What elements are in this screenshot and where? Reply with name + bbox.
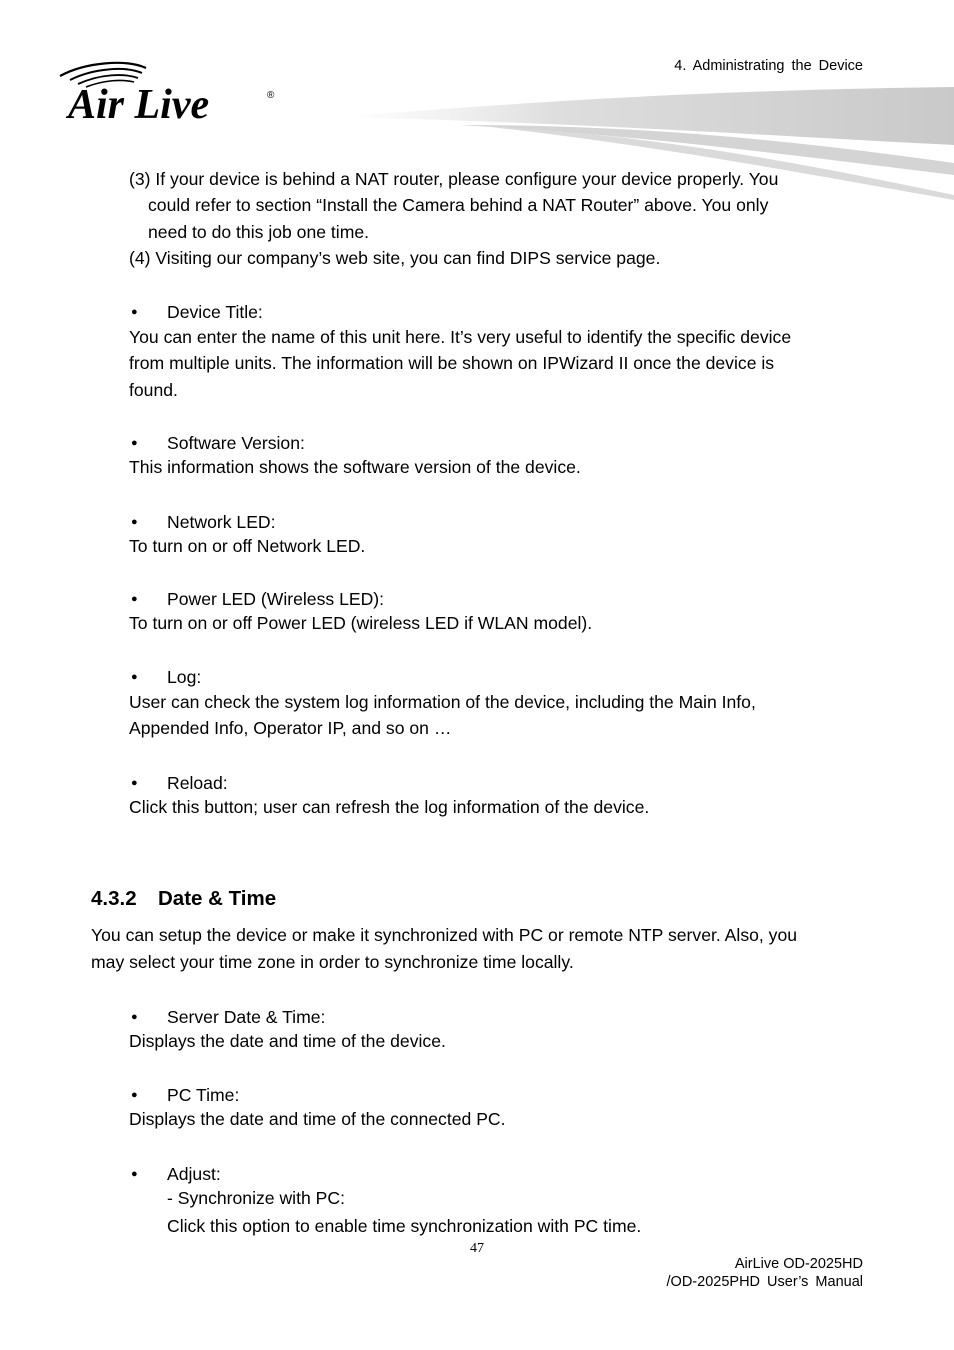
- bullet-title-device-title: Device Title:: [167, 302, 263, 322]
- bullet-icon: ●: [131, 1168, 138, 1180]
- bullet-icon: ●: [131, 1089, 138, 1101]
- bullet-body-line: Displays the date and time of the device.: [129, 1031, 446, 1051]
- section-heading: [91, 887, 276, 911]
- footer-product-line1: AirLive OD-2025HD: [734, 1256, 863, 1272]
- intro-item3-line3: need to do this job one time.: [148, 222, 370, 242]
- bullet-body-line: You can enter the name of this unit here. It’s very useful to identify the specific device: [129, 327, 792, 347]
- bullet-title-power-led: Power LED (Wireless LED):: [167, 589, 385, 609]
- bullet-icon: ●: [131, 777, 138, 789]
- intro-item4: (4) Visiting our company’s web site, you can find DIPS service page.: [129, 248, 661, 268]
- bullet-title-pc-time: PC Time:: [167, 1085, 240, 1105]
- footer-product-line2: /OD-2025PHD User’s Manual: [666, 1274, 863, 1290]
- bullet-body-line: Displays the date and time of the connected PC.: [129, 1109, 506, 1129]
- bullet-body-line: To turn on or off Power LED (wireless LED if WLAN model).: [129, 613, 593, 633]
- bullet-body-line: This information shows the software version of the device.: [129, 457, 581, 477]
- logo-text: Air Live: [68, 82, 210, 128]
- bullet-icon: ●: [131, 1011, 138, 1023]
- adjust-sub-option: - Synchronize with PC:: [167, 1188, 345, 1208]
- page-number: 47: [470, 1241, 484, 1256]
- bullet-title-log: Log:: [167, 667, 202, 687]
- intro-item3-line1: (3) If your device is behind a NAT router, please configure your device properly. You: [129, 169, 779, 189]
- airlive-logo: [56, 60, 286, 130]
- bullet-body-line: Appended Info, Operator IP, and so on …: [129, 718, 452, 738]
- section-number: 4.3.2: [91, 887, 137, 910]
- section-intro-line: may select your time zone in order to synchronize time locally.: [91, 952, 574, 972]
- intro-item3-line2: could refer to section “Install the Camera behind a NAT Router” above. You only: [148, 195, 769, 215]
- bullet-title-network-led: Network LED:: [167, 512, 276, 532]
- svg-text:®: ®: [267, 90, 275, 101]
- bullet-body-line: To turn on or off Network LED.: [129, 536, 366, 556]
- bullet-icon: ●: [131, 593, 138, 605]
- bullet-body-line: from multiple units. The information will be shown on IPWizard II once the device is: [129, 353, 775, 373]
- bullet-title-adjust: Adjust:: [167, 1164, 221, 1184]
- bullet-title-software-version: Software Version:: [167, 433, 305, 453]
- bullet-icon: ●: [131, 437, 138, 449]
- adjust-sub-description: Click this option to enable time synchronization with PC time.: [167, 1216, 642, 1236]
- bullet-icon: ●: [131, 671, 138, 683]
- bullet-title-server-date-time: Server Date & Time:: [167, 1007, 326, 1027]
- bullet-body-line: Click this button; user can refresh the log information of the device.: [129, 797, 650, 817]
- section-title: Date & Time: [158, 887, 277, 910]
- bullet-title-reload: Reload:: [167, 773, 228, 793]
- bullet-body-line: found.: [129, 380, 178, 400]
- bullet-body-line: User can check the system log information of the device, including the Main Info,: [129, 692, 756, 712]
- section-intro-line: You can setup the device or make it synchronized with PC or remote NTP server. Also, you: [91, 925, 798, 945]
- bullet-icon: ●: [131, 306, 138, 318]
- bullet-icon: ●: [131, 516, 138, 528]
- chapter-header: 4. Administrating the Device: [674, 58, 863, 74]
